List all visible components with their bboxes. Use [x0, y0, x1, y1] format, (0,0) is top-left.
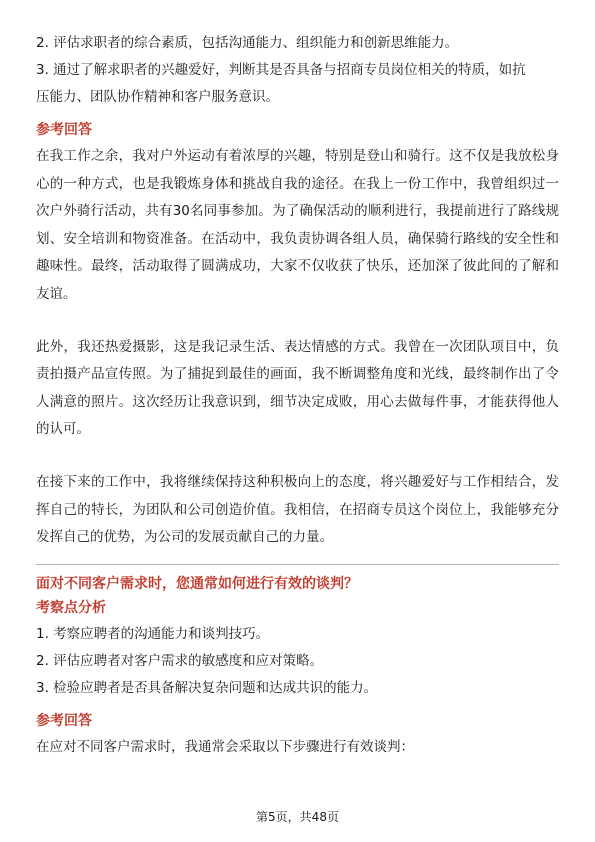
page-number: 第5页，共48页: [256, 810, 339, 824]
answer-paragraph-2: 此外，我还热爱摄影，这是我记录生活、表达情感的方式。我曾在一次团队项目中，负责拍摄产品宣传照。为了捕捉到最佳的画面，我不断调整角度和光线，最终制作出了令人满意的照片。这次经历让我意识到，细节决定成败，用心去做每件事，才能获得他人的认可。: [36, 338, 559, 438]
question-title: 面对不同客户需求时，您通常如何进行有效的谈判？: [36, 575, 358, 592]
answer-heading-2: 参考回答: [36, 712, 92, 729]
answer-paragraph-1: 在我工作之余，我对户外运动有着浓厚的兴趣，特别是登山和骑行。这不仅是我放松身心的一种方式，也是我锻炼身体和挑战自我的途径。在我上一份工作中，我曾组织过一次户外骑行活动，共有30名同事参加。为了确保活动的顺利进行，我提前进行了路线规划、安全培训和物资准备。在活动中，我负责协调各组人员，确保骑行路线的安全性和趣味性。最终，活动取得了圆满成功，大家不仅收获了快乐，还加深了彼此间的了解和友谊。: [36, 148, 559, 302]
top-item-3-line1: 3. 通过了解求职者的兴趣爱好，判断其是否具备与招商专员岗位相关的特质，如抗: [36, 62, 526, 78]
top-item-3-line2: 压能力、团队协作精神和客户服务意识。: [36, 89, 279, 105]
analysis-item-1: 1. 考察应聘者的沟通能力和谈判技巧。: [36, 625, 270, 642]
analysis-heading: 考察点分析: [36, 599, 106, 616]
answer-heading: 参考回答: [36, 122, 92, 138]
section-divider: [36, 564, 559, 565]
analysis-item-2: 2. 评估应聘者对客户需求的敏感度和应对策略。: [36, 652, 324, 669]
answer-paragraph-3: 在接下来的工作中，我将继续保持这种积极向上的态度，将兴趣爱好与工作相结合，发挥自己的特长，为团队和公司创造价值。我相信，在招商专员这个岗位上，我能够充分发挥自己的优势，为公司的发展贡献自己的力量。: [36, 473, 559, 546]
top-item-2: 2. 评估求职者的综合素质，包括沟通能力、组织能力和创新思维能力。: [36, 35, 459, 51]
document-page: [36, 30, 559, 761]
analysis-item-3: 3. 检验应聘者是否具备解决复杂问题和达成共识的能力。: [36, 679, 378, 696]
answer-first-line: 在应对不同客户需求时，我通常会采取以下步骤进行有效谈判：: [36, 738, 414, 755]
